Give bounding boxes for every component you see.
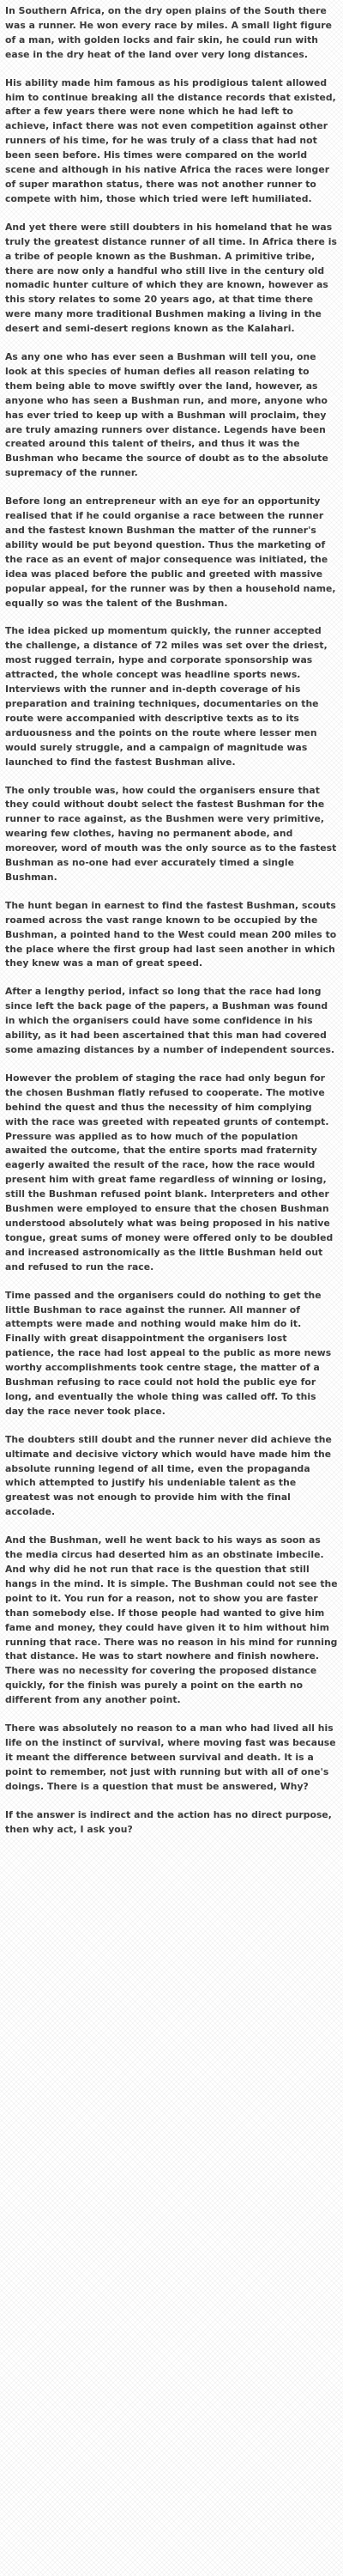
- paragraph-7: The only trouble was, how could the organisers ensure that they could without doubt select the fastest Bushman for the runner to race against, as the Bushmen were very primitive, wearing few clothes, having no permanent abode, and moreover, word of mouth was the only source as to the fastest Bushman as no-one had ever accurately timed a single Bushman.: [5, 784, 337, 883]
- paragraph-12: The doubters still doubt and the runner never did achieve the ultimate and decisive victory which would have made him the absolute running legend of all time, even the propaganda which attempted to justify his undeniable talent as the greatest was not enough to provide him with the final accolade.: [5, 1433, 332, 1518]
- paragraph-9: After a lengthy period, infact so long that the race had long since left the back page of the papers, a Bushman was found in which the organisers could have some confidence in his ability, as it had been ascertained that this man had covered some amazing distances by a number of independent sources.: [5, 986, 335, 1055]
- paragraph-15: If the answer is indirect and the action has no direct purpose, then why act, I ask you?: [5, 1808, 332, 1835]
- paragraph-2: His ability made him famous as his prodigious talent allowed him to continue breaking all the distance records that existed, after a few years there were none which he had left to achieve, infact there was not even competition against other runners of his time, for he was truly of a class that had not been seen before. His times were compared on the world scene and although in his native Africa the races were longer of super marathon status, there was not another runner to compete with him, those which tried were left humiliated.: [5, 76, 336, 204]
- paragraph-8: The hunt began in earnest to find the fastest Bushman, scouts roamed across the vast range known to be occupied by the Bushman, a pointed hand to the West could mean 200 miles to the place where the first group had last seen another in which they knew was a man of great speed.: [5, 899, 337, 969]
- paragraph-14: There was absolutely no reason to a man who had lived all his life on the instinct of survival, where moving fast was because it meant the difference between survival and death. It is a point to remember, not just with running but with all of one's doings. There is a question that must be answered, Why?: [5, 1722, 336, 1792]
- paragraph-3: And yet there were still doubters in his homeland that he was truly the greatest distance runner of all time. In Africa there is a tribe of people known as the Bushman. A primitive tribe, there are now only a handful who still live in the century old nomadic hunter culture of which they are known, however as this story relates to some 20 years ago, at that time there were many more traditional Bushmen making a living in the desert and semi-desert regions known as the Kalahari.: [5, 221, 337, 335]
- paragraph-6: The idea picked up momentum quickly, the runner accepted the challenge, a distance of 72 miles was set over the driest, most rugged terrain, hype and corporate sponsorship was attracted, the whole concept was headline sports news. Interviews with the runner and in-depth coverage of his preparation and training techniques, documentaries on the route were accompanied with descriptive texts as to its arduousness and the points on the route where lesser men would surely struggle, and a campaign of magnitude was launched to find the fastest Bushman alive.: [5, 625, 328, 768]
- paragraph-1: In Southern Africa, on the dry open plains of the South there was a runner. He won every race by miles. A small light figure of a man, with golden locks and fair skin, he could run with ease in the dry heat of the land over very long distances.: [5, 5, 333, 60]
- paragraph-5: Before long an entrepreneur with an eye for an opportunity realised that if he could organise a race between the runner and the fastest known Bushman the matter of the runner's ability would be put beyond question. Thus the marketing of the race as an event of major consequence was initiated, the idea was placed before the public and greeted with massive popular appeal, for the runner was by then a household name, equally so was the talent of the Bushman.: [5, 495, 336, 609]
- paragraph-10: However the problem of staging the race had only begun for the chosen Bushman flatly refused to cooperate. The motive behind the quest and thus the necessity of him complying with the race was greeted with repeated grunts of contempt. Pressure was applied as to how much of the population awaited the outcome, that the entire sports mad fraternity eagerly awaited the result of the race, how the race would present him with great fame regardless of winning or losing, still the Bushman refused point blank. Interpreters and other Bushmen were employed to ensure that the chosen Bushman understood absolutely what was being proposed in his native tongue, great sums of money were offered only to be doubled and increased astronomically as the little Bushman held out and refused to run the race.: [5, 1072, 334, 1273]
- paragraph-4: As any one who has ever seen a Bushman will tell you, one look at this species of human defies all reason relating to them being able to move swiftly over the land, however, as anyone who has seen a Bushman run, and more, anyone who has ever tried to keep up with a Bushman will proclaim, they are truly amazing runners over distance. Legends have been created around this talent of theirs, and thus it was the Bushman who became the source of doubt as to the absolute supremacy of the runner.: [5, 351, 328, 479]
- paragraph-13: And the Bushman, well he went back to his ways as soon as the media circus had deserted him as an obstinate imbecile. And why did he not run that race is the question that still hangs in the mind. It is simple. The Bushman could not see the point to it. You run for a reason, not to show you are faster than somebody else. If those people had wanted to give him fame and money, they could have given it to him without him running that race. There was no reason in his mind for running that distance. He was to start nowhere and finish nowhere. There was no necessity for covering the proposed distance quickly, for the finish was purely a point on the earth no different from any another point.: [5, 1534, 338, 1706]
- paragraph-11: Time passed and the organisers could do nothing to get the little Bushman to race against the runner. All manner of attempts were made and nothing would make him do it. Finally with great disappointment the organisers lost patience, the race had lost appeal to the public as more news worthy accomplishments took centre stage, the matter of a Bushman refusing to race could not hold the public eye for long, and eventually the whole thing was called off. To this day the race never took place.: [5, 1289, 332, 1417]
